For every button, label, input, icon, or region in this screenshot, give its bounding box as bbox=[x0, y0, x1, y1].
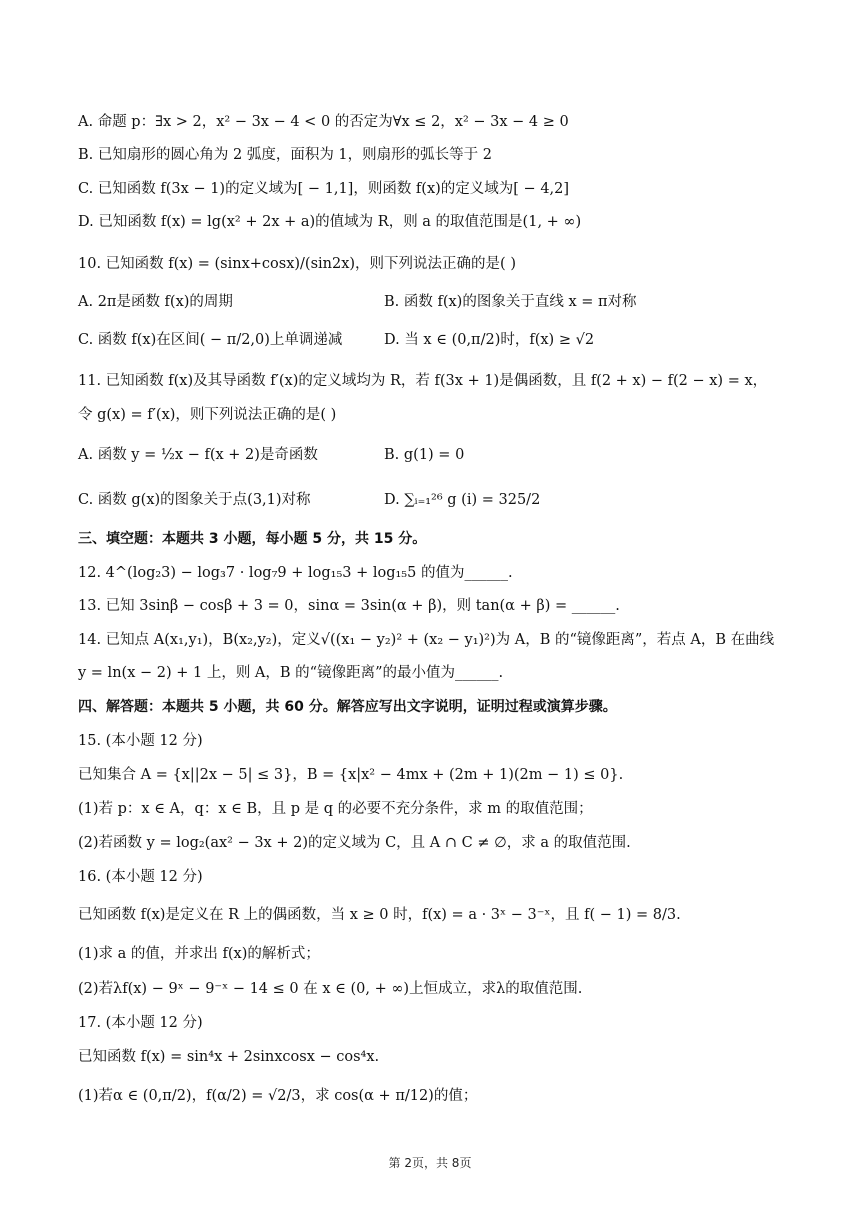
option-9d: D. 已知函数 f(x) = lg(x² + 2x + a)的值域为 R，则 a 的取值范围是(1, + ∞) bbox=[78, 214, 582, 230]
option-11c: C. 函数 g(x)的图象关于点(3,1)对称 bbox=[78, 492, 311, 508]
section-heading-answer: 四、解答题：本题共 5 小题，共 60 分。解答应写出文字说明，证明过程或演算步骤。 bbox=[78, 699, 617, 715]
question-16-body: 已知函数 f(x)是定义在 R 上的偶函数，当 x ≥ 0 时，f(x) = a · 3ˣ − 3⁻ˣ，且 f( − 1) = 8/3. bbox=[78, 907, 681, 923]
option-10d: D. 当 x ∈ (0,π/2)时，f(x) ≥ √2 bbox=[384, 332, 595, 348]
option-10b: B. 函数 f(x)的图象关于直线 x = π对称 bbox=[384, 294, 637, 310]
section-heading-fill-in: 三、填空题：本题共 3 小题，每小题 5 分，共 15 分。 bbox=[78, 531, 427, 547]
question-17-body: 已知函数 f(x) = sin⁴x + 2sinxcosx − cos⁴x. bbox=[78, 1049, 380, 1065]
question-12: 12. 4^(log₂3) − log₃7 · log₇9 + log₁₅3 + log₁₅5 的值为______. bbox=[78, 565, 513, 581]
question-16-header: 16. (本小题 12 分) bbox=[78, 869, 203, 885]
question-15-part1: (1)若 p：x ∈ A，q：x ∈ B，且 p 是 q 的必要不充分条件，求 m 的取值范围； bbox=[78, 801, 593, 817]
question-17-header: 17. (本小题 12 分) bbox=[78, 1015, 203, 1031]
question-16-part1: (1)求 a 的值，并求出 f(x)的解析式； bbox=[78, 946, 320, 962]
question-15-header: 15. (本小题 12 分) bbox=[78, 733, 203, 749]
option-11b: B. g(1) = 0 bbox=[384, 447, 465, 463]
option-10a: A. 2π是函数 f(x)的周期 bbox=[78, 294, 233, 310]
question-16-part2: (2)若λf(x) − 9ˣ − 9⁻ˣ − 14 ≤ 0 在 x ∈ (0, + ∞)上恒成立，求λ的取值范围. bbox=[78, 981, 583, 997]
option-9b: B. 已知扇形的圆心角为 2 弧度，面积为 1，则扇形的弧长等于 2 bbox=[78, 147, 492, 163]
question-13: 13. 已知 3sinβ − cosβ + 3 = 0，sinα = 3sin(α + β)，则 tan(α + β) = ______. bbox=[78, 598, 620, 614]
option-11a: A. 函数 y = ½x − f(x + 2)是奇函数 bbox=[78, 447, 318, 463]
question-11-cont: 令 g(x) = f′(x)，则下列说法正确的是( ) bbox=[78, 407, 337, 423]
question-14-cont: y = ln(x − 2) + 1 上，则 A，B 的“镜像距离”的最小值为______. bbox=[78, 665, 504, 681]
option-9c: C. 已知函数 f(3x − 1)的定义域为[ − 1,1]，则函数 f(x)的定义域为[ − 4,2] bbox=[78, 181, 570, 197]
question-17-part1: (1)若α ∈ (0,π/2)，f(α/2) = √2/3，求 cos(α + π/12)的值； bbox=[78, 1088, 478, 1104]
option-11d: D. ∑ᵢ₌₁²⁶ g (i) = 325/2 bbox=[384, 492, 541, 508]
question-11: 11. 已知函数 f(x)及其导函数 f′(x)的定义域均为 R，若 f(3x + 1)是偶函数，且 f(2 + x) − f(2 − x) = x， bbox=[78, 373, 768, 389]
page-footer: 第 2页，共 8页 bbox=[388, 1156, 472, 1170]
question-15-part2: (2)若函数 y = log₂(ax² − 3x + 2)的定义域为 C，且 A ∩ C ≠ ∅，求 a 的取值范围. bbox=[78, 835, 631, 851]
question-10: 10. 已知函数 f(x) = (sinx+cosx)/(sin2x)，则下列说法正确的是( ) bbox=[78, 256, 516, 272]
option-9a: A. 命题 p：∃x > 2，x² − 3x − 4 < 0 的否定为∀x ≤ 2，x² − 3x − 4 ≥ 0 bbox=[78, 114, 569, 130]
question-15-body: 已知集合 A = {x||2x − 5| ≤ 3}，B = {x|x² − 4mx + (2m + 1)(2m − 1) ≤ 0}. bbox=[78, 767, 624, 783]
question-14: 14. 已知点 A(x₁,y₁)，B(x₂,y₂)，定义√((x₁ − y₂)² + (x₂ − y₁)²)为 A，B 的“镜像距离”，若点 A，B 在曲线 bbox=[78, 632, 775, 648]
option-10c: C. 函数 f(x)在区间( − π/2,0)上单调递减 bbox=[78, 332, 343, 348]
